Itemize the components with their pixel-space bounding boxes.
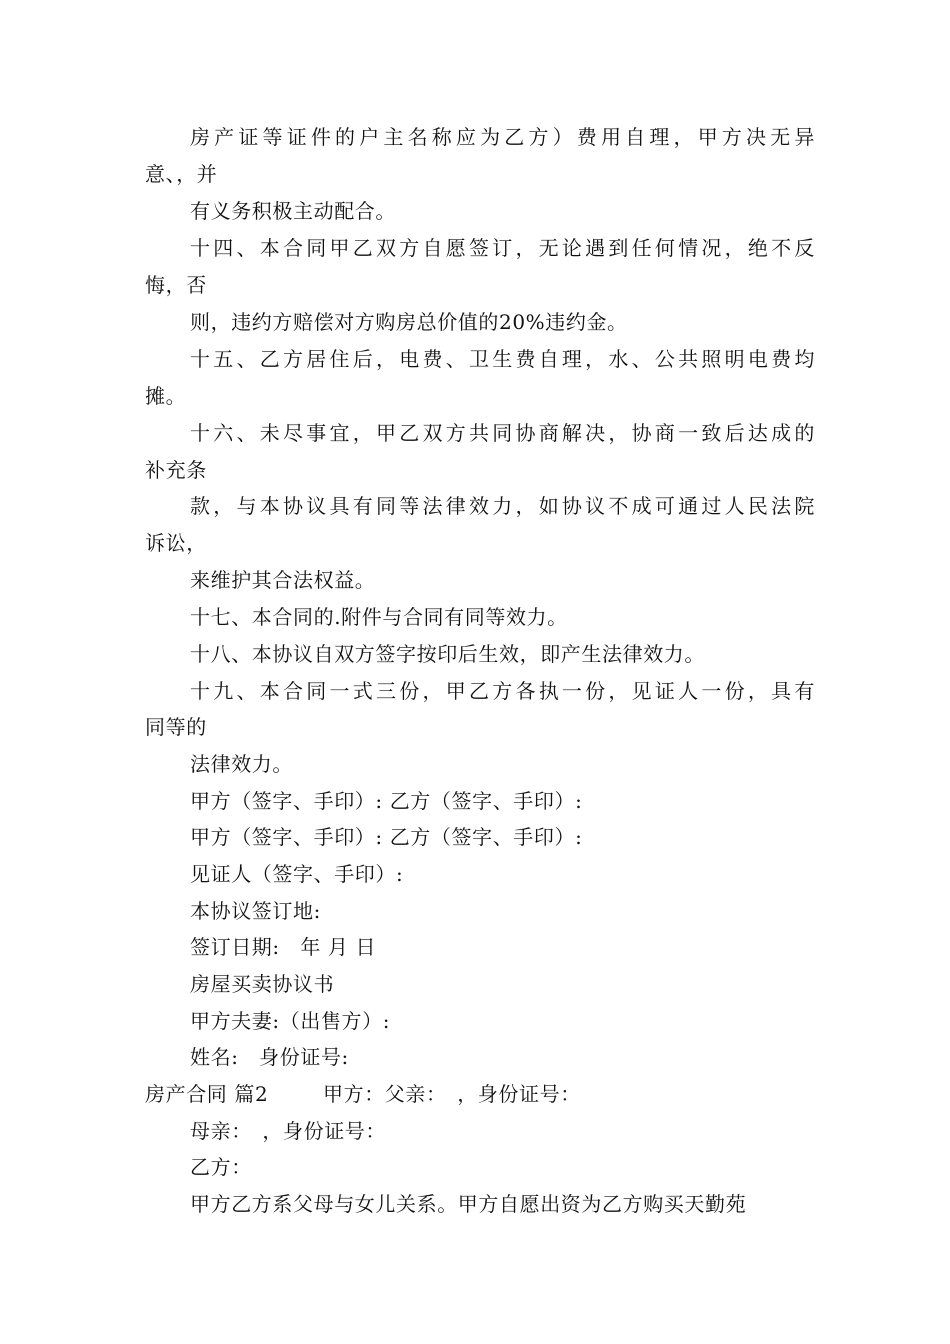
text-line: 意、，并 (145, 162, 218, 186)
text-line: 房产证等证件的户主名称应为乙方）费用自理，甲方决无异 (190, 125, 815, 149)
text-line: 补充条 (145, 458, 207, 482)
name-id-line: 姓名: 身份证号: (190, 1045, 349, 1069)
signature-line: 甲方（签字、手印）: 乙方（签字、手印）: (190, 825, 583, 849)
text-line: 同等的 (145, 715, 207, 739)
party-a-father-line: 甲方：父亲： ，身份证号： (323, 1082, 581, 1106)
clause-15: 十五、乙方居住后，电费、卫生费自理，水、公共照明电费均 (190, 347, 815, 371)
signing-date-line: 签订日期: 年 月 日 (190, 935, 377, 959)
clause-18: 十八、本协议自双方签字按印后生效，即产生法律效力。 (190, 642, 705, 666)
clause-19: 十九、本合同一式三份，甲乙方各执一份，见证人一份，具有 (190, 679, 815, 703)
text-line: 则，违约方赔偿对方购房总价值的20%违约金。 (190, 310, 628, 334)
witness-signature-line: 见证人（签字、手印）: (190, 862, 404, 886)
text-line: 摊。 (145, 384, 187, 408)
seller-line: 甲方夫妻:（出售方）: (190, 1009, 391, 1033)
section-line (145, 1081, 815, 1107)
text-line: 来维护其合法权益。 (190, 568, 376, 592)
document-heading: 房屋买卖协议书 (190, 972, 335, 996)
text-line: 法律效力。 (190, 752, 293, 776)
text-line: 悔，否 (145, 273, 207, 297)
clause-16: 十六、未尽事宜，甲乙双方共同协商解决，协商一致后达成的 (190, 421, 815, 445)
signature-line: 甲方（签字、手印）: 乙方（签字、手印）: (190, 789, 583, 813)
text-line: 有义务积极主动配合。 (190, 199, 396, 223)
text-line: 款，与本协议具有同等法律效力，如协议不成可通过人民法院 (190, 494, 815, 518)
relationship-line: 甲方乙方系父母与女儿关系。甲方自愿出资为乙方购买天勤苑 (190, 1192, 747, 1216)
text-line: 诉讼， (145, 531, 207, 555)
party-b-line: 乙方： (190, 1155, 252, 1179)
clause-17: 十七、本合同的.附件与合同有同等效力。 (190, 605, 568, 629)
section-label: 房产合同 篇2 (145, 1082, 269, 1106)
signing-place-line: 本协议签订地: (190, 899, 321, 923)
party-a-mother-line: 母亲： ，身份证号： (190, 1119, 386, 1143)
clause-14: 十四、本合同甲乙双方自愿签订，无论遇到任何情况，绝不反 (190, 236, 815, 260)
